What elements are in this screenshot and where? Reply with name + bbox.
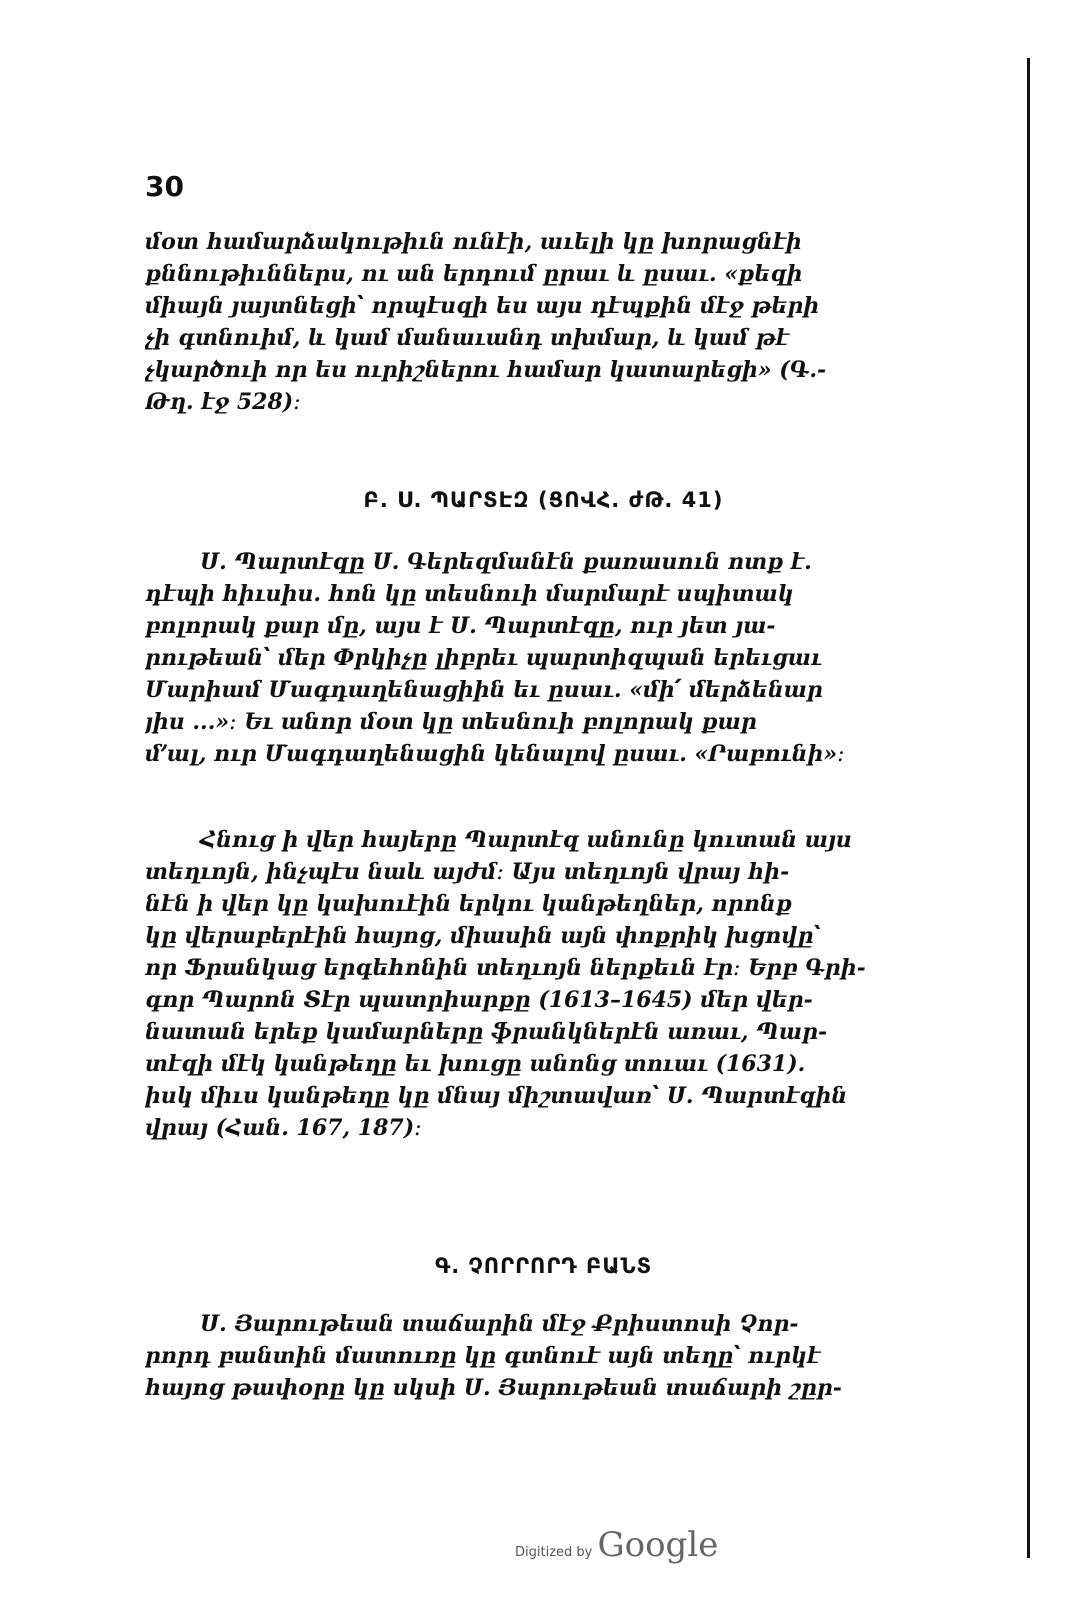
section-heading-g: Գ. ՉՈՐՐՈՐԴ ԲԱՆՏ: [434, 1254, 653, 1278]
text-line: տեղւոյն, ինչպէս նաև այժմ։ Այս տեղւոյն վրայ հի-: [145, 859, 790, 885]
section-b-paragraph-1: [145, 546, 925, 770]
page-edge-rule: [1027, 58, 1030, 1558]
text-line: իսկ միւս կանթեղը կը մնայ միշտավառ՝ Ս. Պարտէզին: [145, 1083, 848, 1109]
digitized-by-label: Digitized by: [515, 1545, 593, 1560]
text-line: Մարիամ Մագդաղենացիին եւ ըսաւ. «մի՛ մերձենար: [145, 677, 823, 703]
text-line: Ս. Յարութեան տաճարին մէջ Քրիստոսի Չոր-: [200, 1311, 799, 1337]
section-heading-b: Բ. Ս. ՊԱՐՏԷԶ (ՑՈՎՀ. ժԹ. 41): [363, 488, 724, 512]
text-line: գոր Պարոն Տէր պատրիարքը (1613–1645) մեր վեր-: [145, 987, 813, 1013]
text-line: Ս. Պարտէզը Ս. Գերեզմանէն քառասուն ոտք է.: [200, 549, 812, 575]
text-line: Հնուց ի վեր հայերը Պարտէզ անունը կուտան այս: [200, 827, 852, 853]
section-g-paragraph: [145, 1308, 925, 1404]
text-line: նէն ի վեր կը կախուէին երկու կանթեղներ, որոնք: [145, 891, 792, 917]
text-line: յիս ...»։ Եւ անոր մօտ կը տեսնուի բոլորակ քար: [145, 709, 757, 735]
text-line: չկարծուի որ ես ուրիշներու համար կատարեցի» (Գ.-: [145, 357, 827, 383]
intro-paragraph: [145, 226, 925, 418]
text-line: քննութիւններս, ու ան երդում ըրաւ և ըսաւ. «քեզի: [145, 261, 803, 287]
text-line: կը վերաբերէին հայոց, միասին այն փոքրիկ խցովը՝: [145, 923, 821, 949]
text-line: վրայ (Հան. 167, 187)։: [145, 1115, 422, 1141]
text-line: մօտ համարձակութիւն ունէի, աւելի կը խորացնէի: [145, 229, 802, 255]
text-line: դէպի հիւսիս. հոն կը տեսնուի մարմարէ սպիտակ: [145, 581, 794, 607]
page-number: 30: [145, 170, 184, 203]
text-line: բոլորակ քար մը, այս է Ս. Պարտէզը, ուր յետ յա-: [145, 613, 776, 639]
google-logo: Google: [597, 1525, 719, 1565]
text-line: չի գտնուիմ, և կամ մանաւանդ տխմար, և կամ թէ: [145, 325, 789, 351]
text-line: մ՚ալ, ուր Մագդաղենացին կենալով ըսաւ. «Րաբունի»։: [145, 741, 845, 767]
text-line: Թղ. էջ 528)։: [145, 389, 301, 415]
section-b-paragraph-2: [145, 824, 925, 1144]
text-line: միայն յայտնեցի՝ որպէսզի ես այս դէպքին մէջ թերի: [145, 293, 820, 319]
digitized-footer: [515, 1525, 718, 1565]
text-line: որ Ֆրանկաց երգեհոնին տեղւոյն ներքեւն էր։ Երբ Գրի-: [145, 955, 866, 981]
text-line: հայոց թափօրը կը սկսի Ս. Յարութեան տաճարի շըր-: [145, 1375, 842, 1401]
text-line: րութեան՝ մեր Փրկիչը լիբրեւ պարտիզպան երեւցաւ: [145, 645, 822, 671]
text-line: տէզի մէկ կանթեղը եւ խուցը անոնց տուաւ (1631).: [145, 1051, 806, 1077]
text-line: նատան երեք կամարները ֆրանկներէն առաւ, Պար-: [145, 1019, 828, 1045]
text-line: րորդ բանտին մատուռը կը գտնուէ այն տեղը՝ ուրկէ: [145, 1343, 821, 1369]
